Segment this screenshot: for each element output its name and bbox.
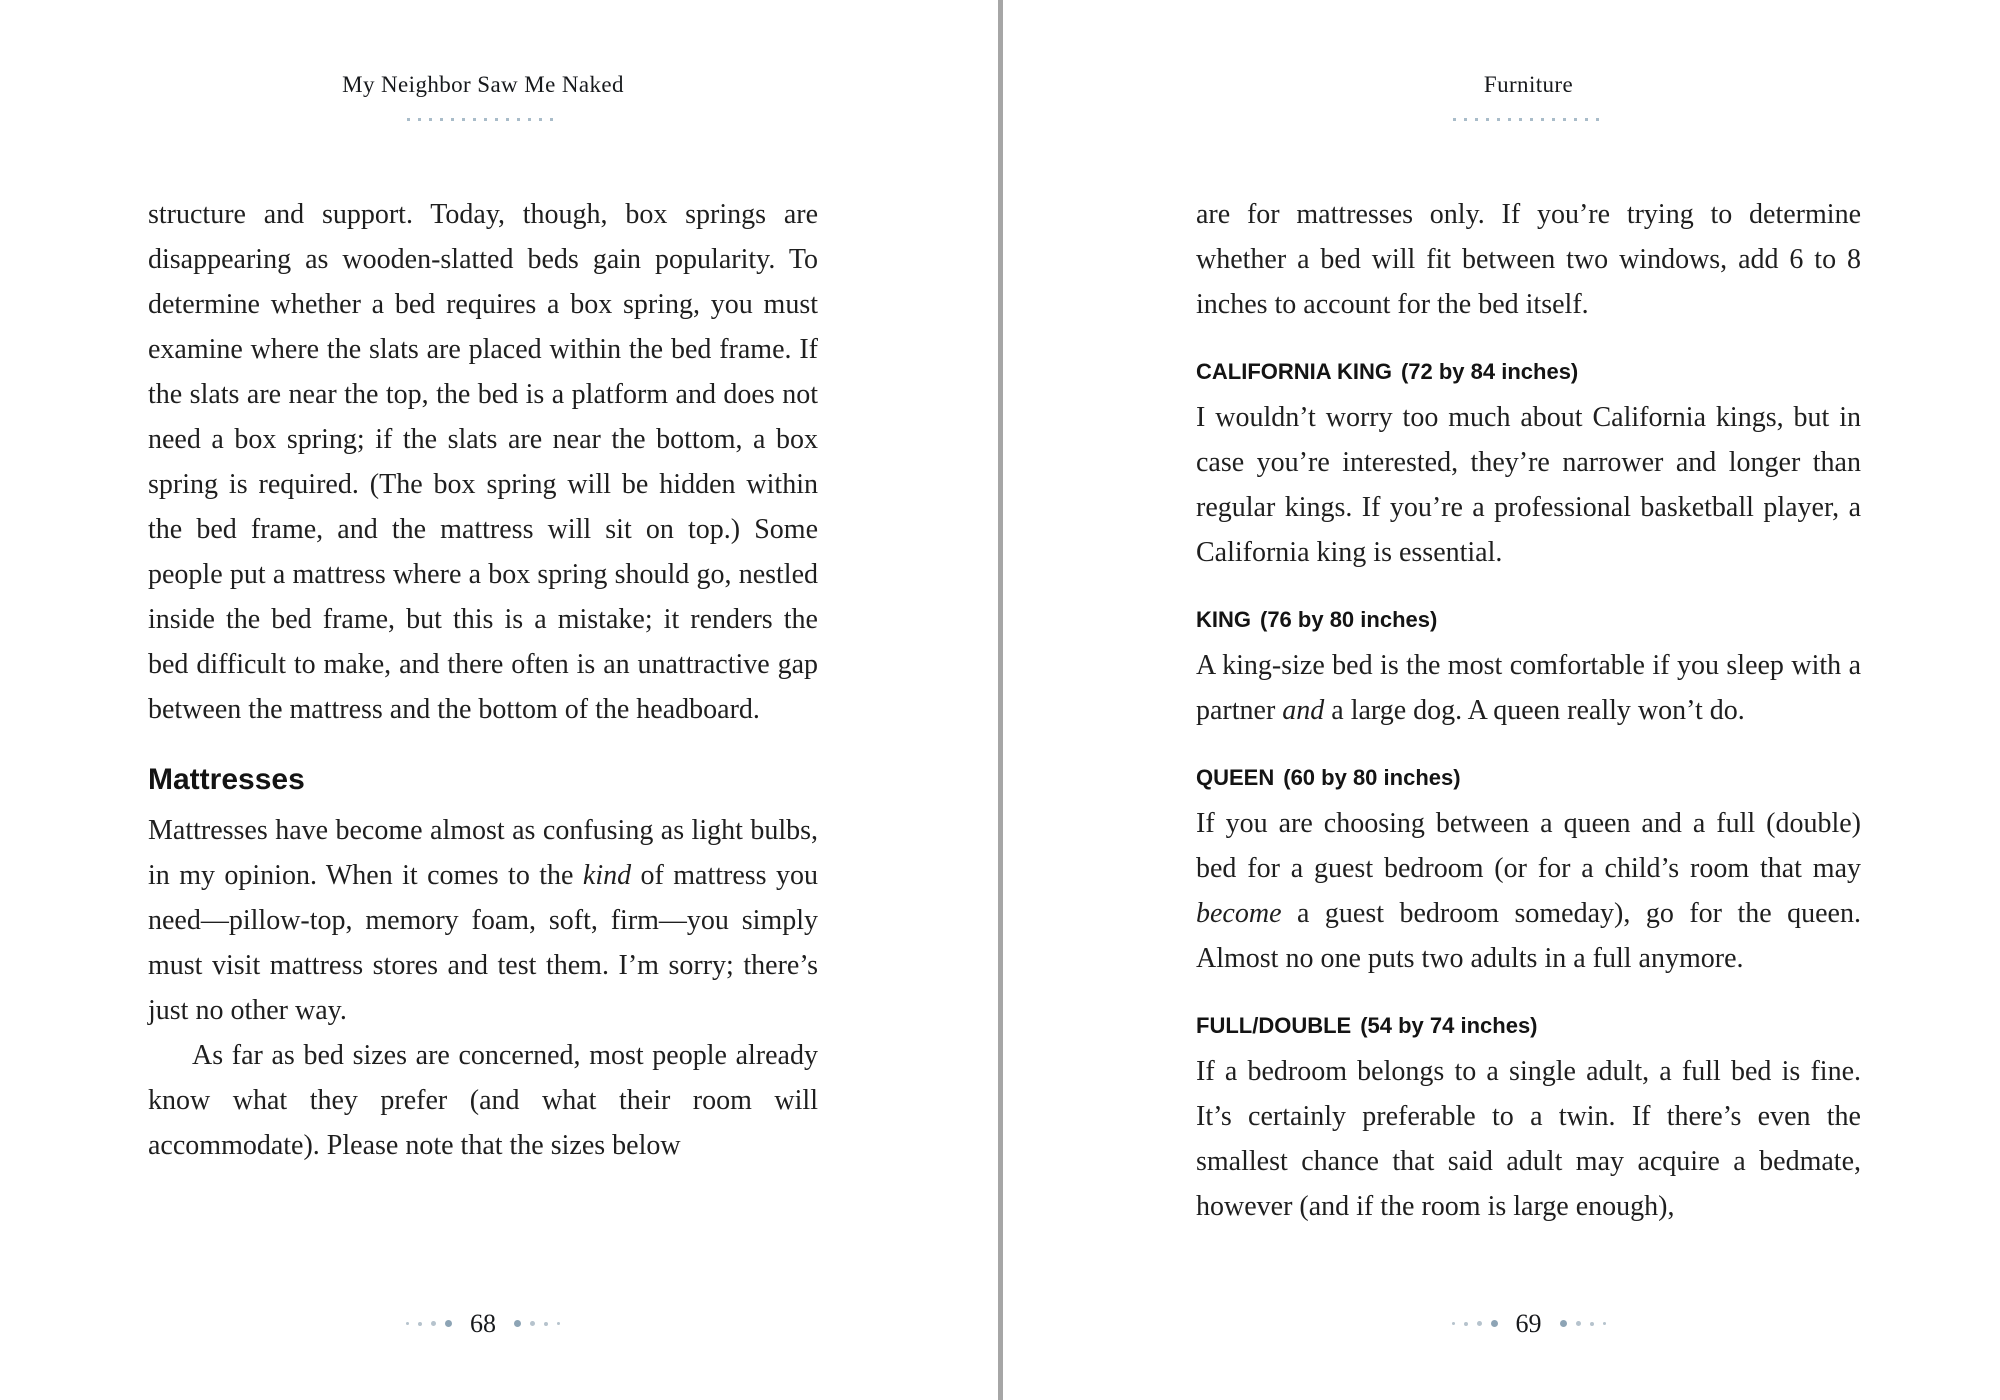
section-full-double [1196,1009,1861,1229]
left-page-body [148,192,818,1168]
left-page-footer [148,1302,818,1339]
page-number-ornament-left [406,1320,452,1327]
section-heading [1196,603,1861,637]
header-dotted-rule [1453,118,1605,121]
paragraph-mattress-kinds: Mattresses have become almost as confusing as light bulbs, in my opinion. When it comes to the kind of mattress you need—pillow-top, memory foam, soft, firm—you simply must visit mattress stores and test them. I’m sorry; there’s just no other way. [148,815,818,1026]
section-heading [1196,1009,1861,1043]
header-dotted-rule [407,118,559,121]
section-body: A king-size bed is the most comfortable if you sleep with a partner and a large dog. A queen really won’t do. [1196,650,1861,726]
section-label: CALIFORNIA KING [1196,359,1392,384]
section-heading [1196,761,1861,795]
section-dimensions: (54 by 74 inches) [1360,1013,1538,1038]
paragraph-mattress-sizes-intro: are for mattresses only. If you’re trying to determine whether a bed will fit between two windows, add 6 to 8 inches to account for the bed itself. [1196,199,1861,320]
section-label: QUEEN [1196,765,1275,790]
section-label: FULL/DOUBLE [1196,1013,1352,1038]
section-body: If you are choosing between a queen and a full (double) bed for a guest bedroom (or for a child’s room that may become a guest bedroom someday), go for the queen. Almost no one puts two adults in a full anymore. [1196,808,1861,974]
page-divider [998,0,1003,1400]
section-california-king [1196,355,1861,575]
section-queen [1196,761,1861,981]
page-number-ornament-right [1560,1320,1606,1327]
section-body: If a bedroom belongs to a single adult, a full bed is fine. It’s certainly preferable to a twin. If there’s even the smallest chance that said adult may acquire a bedmate, however (and if the room is large enough), [1196,1056,1861,1222]
paragraph-box-springs: structure and support. Today, though, box springs are disappearing as wooden-slatted beds gain popularity. To determine whether a bed requires a box spring, you must examine where the slats are placed within the bed frame. If the slats are near the top, the bed is a platform and does not need a box spring; if the slats are near the bottom, a box spring is required. (The box spring will be hidden within the bed frame, and the mattress will sit on top.) Some people put a mattress where a box spring should go, nestled inside the bed frame, but this is a mistake; it renders the bed difficult to make, and there often is an unattractive gap between the mattress and the bottom of the headboard. [148,199,818,725]
right-page-footer [1196,1302,1861,1339]
right-page-body [1196,192,1861,1229]
section-heading [1196,355,1861,389]
section-label: KING [1196,607,1251,632]
running-header-book-title: My Neighbor Saw Me Naked [342,72,624,97]
page-number: 68 [470,1308,496,1338]
page-number-ornament-right [514,1320,560,1327]
section-dimensions: (76 by 80 inches) [1260,607,1438,632]
section-heading-mattresses: Mattresses [148,763,305,796]
page-number: 69 [1515,1308,1542,1338]
section-body: I wouldn’t worry too much about California kings, but in case you’re interested, they’re narrower and longer than regular kings. If you’re a professional basketball player, a California king is essential. [1196,402,1861,568]
paragraph-bed-sizes: As far as bed sizes are concerned, most people already know what they prefer (and what their room will accommodate). Please note that the sizes below [148,1040,818,1161]
section-dimensions: (60 by 80 inches) [1283,765,1461,790]
section-king [1196,603,1861,733]
section-dimensions: (72 by 84 inches) [1400,359,1579,384]
running-header-chapter-title: Furniture [1483,72,1574,97]
page-number-ornament-left [1452,1320,1498,1327]
